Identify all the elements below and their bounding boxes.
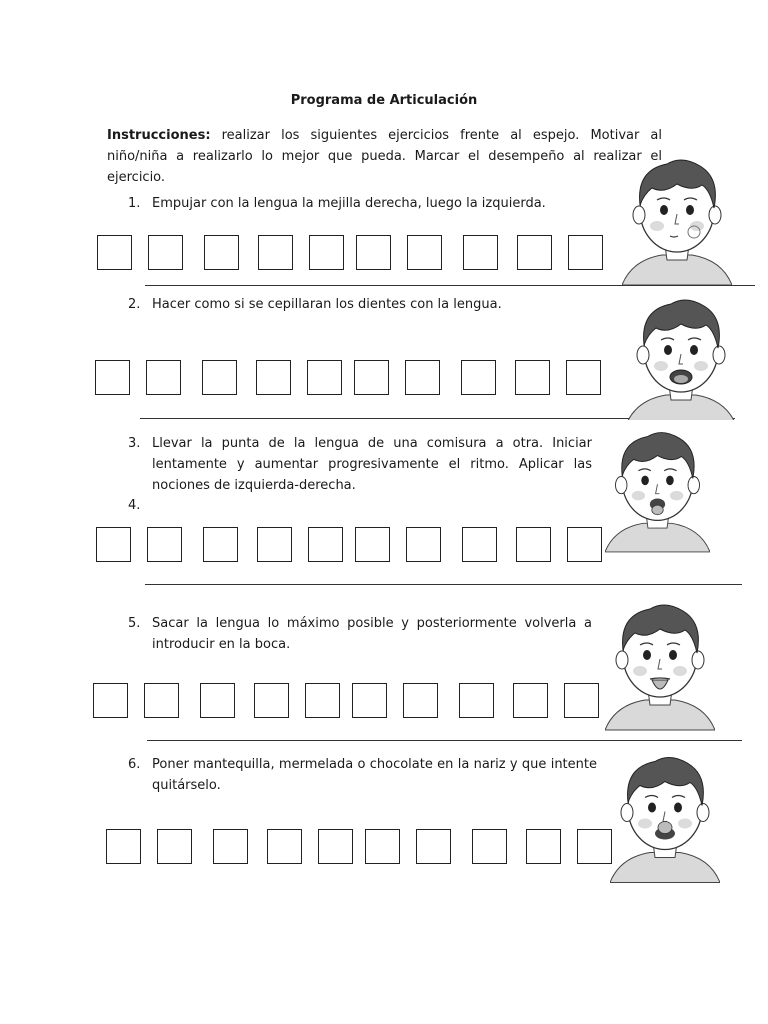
checkbox-square[interactable]	[577, 829, 612, 864]
checkbox-square[interactable]	[202, 360, 237, 395]
checkbox-square[interactable]	[157, 829, 192, 864]
checkbox-square[interactable]	[308, 527, 343, 562]
checkbox-square[interactable]	[106, 829, 141, 864]
checkbox-square[interactable]	[463, 235, 498, 270]
checkbox-square[interactable]	[403, 683, 438, 718]
divider	[145, 285, 755, 286]
page-title: Programa de Articulación	[290, 93, 478, 108]
checkbox-square[interactable]	[257, 527, 292, 562]
checkbox-square[interactable]	[254, 683, 289, 718]
checkbox-row-5	[106, 829, 616, 865]
boy-tongue-up-icon	[610, 745, 720, 885]
checkbox-square[interactable]	[258, 235, 293, 270]
checkbox-row-4	[93, 683, 603, 719]
checkbox-square[interactable]	[407, 235, 442, 270]
boy-cheek-push-icon	[622, 150, 732, 285]
exercise-number: 2.	[128, 297, 141, 312]
checkbox-row-1	[97, 235, 607, 271]
checkbox-row-3	[96, 527, 606, 563]
checkbox-square[interactable]	[95, 360, 130, 395]
checkbox-square[interactable]	[96, 527, 131, 562]
checkbox-square[interactable]	[93, 683, 128, 718]
checkbox-square[interactable]	[200, 683, 235, 718]
checkbox-square[interactable]	[526, 829, 561, 864]
checkbox-square[interactable]	[513, 683, 548, 718]
checkbox-square[interactable]	[461, 360, 496, 395]
checkbox-square[interactable]	[462, 527, 497, 562]
checkbox-square[interactable]	[356, 235, 391, 270]
checkbox-square[interactable]	[416, 829, 451, 864]
exercise-3	[128, 433, 592, 496]
checkbox-square[interactable]	[305, 683, 340, 718]
checkbox-square[interactable]	[256, 360, 291, 395]
exercise-2	[128, 294, 592, 315]
checkbox-square[interactable]	[568, 235, 603, 270]
checkbox-square[interactable]	[352, 683, 387, 718]
checkbox-square[interactable]	[516, 527, 551, 562]
instructions-text: realizar los siguientes ejercicios frente al espejo. Motivar al niño/niña a realizarlo lo mejor que pueda. Marcar el desempeño al realizar el ejercicio.	[107, 128, 662, 185]
checkbox-square[interactable]	[567, 527, 602, 562]
exercise-6	[128, 754, 597, 796]
checkbox-square[interactable]	[148, 235, 183, 270]
checkbox-square[interactable]	[203, 527, 238, 562]
checkbox-square[interactable]	[365, 829, 400, 864]
exercise-number: 6.	[128, 757, 141, 772]
instructions	[107, 125, 662, 188]
exercise-1	[128, 193, 592, 214]
checkbox-square[interactable]	[309, 235, 344, 270]
boy-tongue-side-icon	[605, 420, 710, 555]
exercise-number: 1.	[128, 196, 141, 211]
checkbox-square[interactable]	[204, 235, 239, 270]
exercise-number: 3.	[128, 436, 141, 451]
boy-teeth-brush-tongue-icon	[626, 290, 736, 420]
divider	[145, 584, 742, 585]
exercise-text: Poner mantequilla, mermelada o chocolate en la nariz y que intente quitárselo.	[152, 757, 597, 793]
checkbox-square[interactable]	[144, 683, 179, 718]
exercise-text: Empujar con la lengua la mejilla derecha, luego la izquierda.	[152, 196, 546, 211]
boy-tongue-out-icon	[605, 590, 715, 735]
exercise-text: Sacar la lengua lo máximo posible y posteriormente volverla a introducir en la boca.	[152, 616, 592, 652]
exercise-number: 5.	[128, 616, 141, 631]
exercise-text: Hacer como si se cepillaran los dientes con la lengua.	[152, 297, 502, 312]
checkbox-row-2	[95, 360, 605, 396]
checkbox-square[interactable]	[354, 360, 389, 395]
divider	[147, 740, 742, 741]
checkbox-square[interactable]	[267, 829, 302, 864]
exercise-text: Llevar la punta de la lengua de una comisura a otra. Iniciar lentamente y aumentar progresivamente el ritmo. Aplicar las nociones de izquierda-derecha.	[152, 436, 592, 493]
checkbox-square[interactable]	[355, 527, 390, 562]
checkbox-square[interactable]	[406, 527, 441, 562]
checkbox-square[interactable]	[146, 360, 181, 395]
checkbox-square[interactable]	[515, 360, 550, 395]
checkbox-square[interactable]	[307, 360, 342, 395]
checkbox-square[interactable]	[213, 829, 248, 864]
checkbox-square[interactable]	[564, 683, 599, 718]
checkbox-square[interactable]	[97, 235, 132, 270]
checkbox-square[interactable]	[566, 360, 601, 395]
checkbox-square[interactable]	[459, 683, 494, 718]
checkbox-square[interactable]	[318, 829, 353, 864]
checkbox-square[interactable]	[147, 527, 182, 562]
exercise-number: 4.	[128, 498, 141, 513]
exercise-5	[128, 613, 592, 655]
checkbox-square[interactable]	[472, 829, 507, 864]
checkbox-square[interactable]	[405, 360, 440, 395]
checkbox-square[interactable]	[517, 235, 552, 270]
instructions-label: Instrucciones:	[107, 128, 211, 143]
